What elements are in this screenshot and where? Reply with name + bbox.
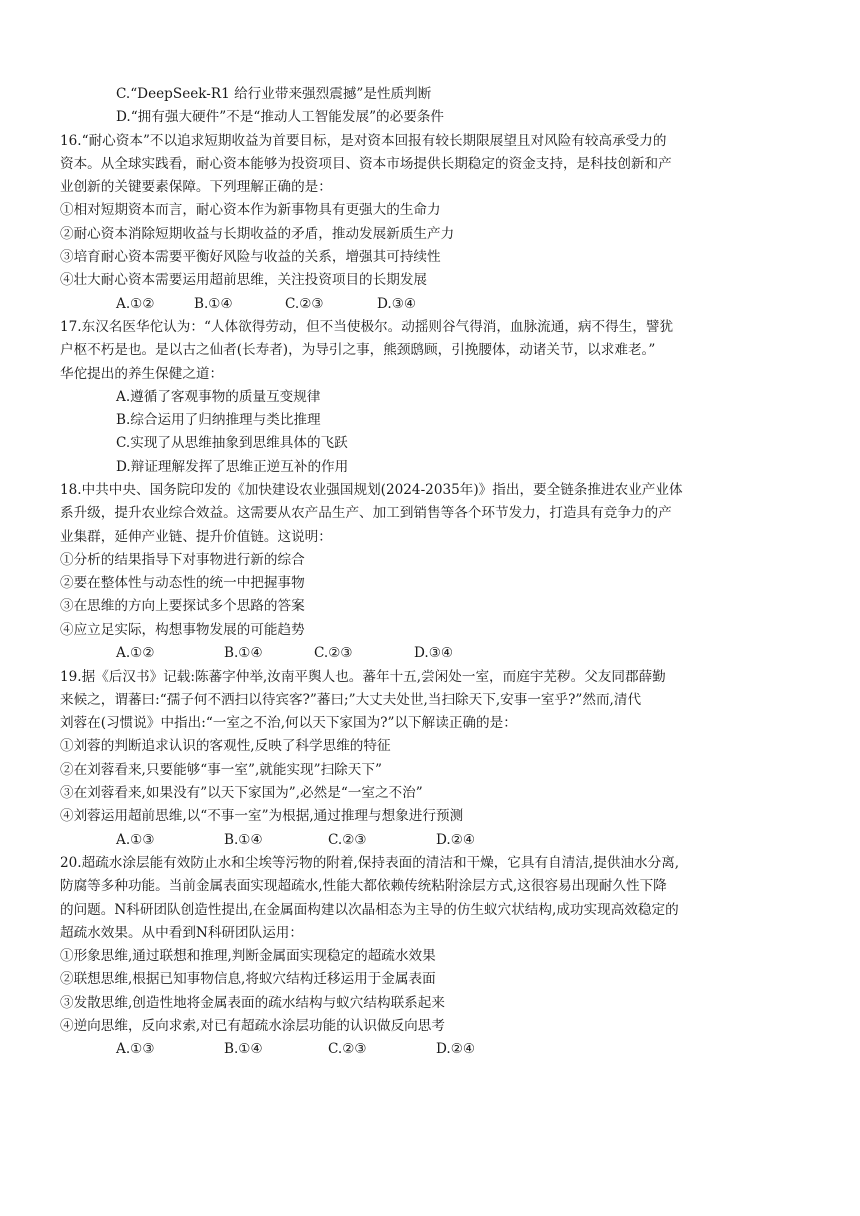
answer-options	[60, 1038, 820, 1061]
statement-2: ②要在整体性与动态性的统一中把握事物	[60, 575, 305, 592]
question-stem-line: 20.超疏水涂层能有效防止水和尘埃等污物的附着,保持表面的清洁和干燥，它具有自清洁,提供油水分离,	[60, 855, 680, 871]
statement-2: ②联想思维,根据已知事物信息,将蚁穴结构迁移运用于金属表面	[60, 971, 436, 988]
statement-1: ①形象思维,通过联想和推理,判断金属面实现稳定的超疏水效果	[60, 948, 436, 965]
statement-4: ④刘蓉运用超前思维,以“不事一室”为根据,通过推理与想象进行预测	[60, 808, 464, 825]
option-c: C.②③	[328, 831, 367, 848]
statement-1: ①刘蓉的判断追求认识的客观性,反映了科学思维的特征	[60, 738, 391, 755]
answer-options	[60, 642, 820, 665]
question-20	[60, 852, 820, 1062]
question-19	[60, 666, 820, 852]
statement-3: ③发散思维,创造性地将金属表面的疏水结构与蚁穴结构联系起来	[60, 994, 445, 1011]
option-d: D.“拥有强大硬件”不是“推动人工智能发展”的必要条件	[116, 109, 445, 126]
question-stem-line: 来候之，谓蕃曰:“孺子何不洒扫以待宾客?”蕃曰;”大丈夫处世,当扫除天下,安事一室乎?”然而,清代	[60, 691, 642, 708]
statement-3: ③培育耐心资本需要平衡好风险与收益的关系，增强其可持续性	[60, 248, 441, 265]
question-stem-line: 防腐等多种功能。当前金属表面实现超疏水,性能大都依赖传统粘附涂层方式,这很容易出现耐久性下降	[60, 878, 667, 895]
question-stem-line: 超疏水效果。从中看到N科研团队运用：	[60, 924, 303, 941]
question-stem-line: 资本。从全球实践看，耐心资本能够为投资项目、资本市场提供长期稳定的资金支持，是科技创新和产	[60, 155, 672, 172]
option-a: A.①②	[116, 295, 155, 312]
option-b: B.①④	[224, 831, 263, 848]
statement-2: ②在刘蓉看来,只要能够“事一室”,就能实现”扫除天下”	[60, 761, 382, 778]
question-stem-line: 业创新的关键要素保障。下列理解正确的是：	[60, 179, 332, 196]
statement-4: ④应立足实际，构想事物发展的可能趋势	[60, 621, 305, 638]
option-c: C.“DeepSeek-R1 给行业带来强烈震撼”是性质判断	[116, 86, 432, 102]
option-a: A.遵循了客观事物的质量互变规律	[116, 388, 321, 405]
question-stem-line: 19.据《后汉书》记载:陈蕃字仲举,汝南平舆人也。蕃年十五,尝闲处一室，而庭宇芜秽。父友同郡薛勤	[60, 668, 666, 685]
question-stem-line: 的问题。N科研团队创造性提出,在金属面构建以次晶相态为主导的仿生蚁穴状结构,成功实现高效稳定的	[60, 901, 679, 918]
option-c: C.②③	[285, 295, 324, 312]
option-a: A.①③	[116, 1041, 155, 1058]
question-16	[60, 130, 820, 316]
statement-3: ③在刘蓉看来,如果没有”以天下家国为”,必然是“一室之不治”	[60, 784, 423, 801]
question-stem-line: 17.东汉名医华佗认为：“人体欲得劳动，但不当使极尔。动摇则谷气得消，血脉流通，病不得生，譬犹	[60, 319, 674, 335]
question-stem-line: 华佗提出的养生保健之道：	[60, 365, 224, 382]
option-a: A.①③	[116, 831, 155, 848]
option-c: C.②③	[328, 1041, 367, 1058]
statement-1: ①分析的结果指导下对事物进行新的综合	[60, 551, 305, 568]
option-b: B.①④	[224, 645, 263, 662]
option-c: C.②③	[314, 645, 353, 662]
question-stem-line: 户枢不朽是也。是以古之仙者(长寿者)，为导引之事，熊颈鸱顾，引挽腰体，动诸关节，以求难老。”	[60, 342, 656, 359]
statement-2: ②耐心资本消除短期收益与长期收益的矛盾，推动发展新质生产力	[60, 225, 455, 242]
option-d: D.③④	[414, 645, 454, 662]
statement-1: ①相对短期资本而言，耐心资本作为新事物具有更强大的生命力	[60, 202, 441, 219]
option-a: A.①②	[116, 645, 155, 662]
question-stem-line: 16.“耐心资本”不以追求短期收益为首要目标，是对资本回报有较长期限展望且对风险有较高承受力的	[60, 132, 667, 149]
statement-4: ④逆向思维，反向求索,对已有超疏水涂层功能的认识做反向思考	[60, 1018, 445, 1035]
answer-options	[60, 293, 820, 316]
option-d: D.②④	[436, 1041, 476, 1058]
statement-4: ④壮大耐心资本需要运用超前思维，关注投资项目的长期发展	[60, 272, 428, 289]
option-b: B.①④	[194, 295, 233, 312]
question-stem-line: 18.中共中央、国务院印发的《加快建设农业强国规划(2024-2035年)》指出，要全链条推进农业产业体	[60, 482, 683, 498]
option-c: C.实现了从思维抽象到思维具体的飞跃	[116, 435, 348, 452]
option-b: B.①④	[224, 1041, 263, 1058]
question-stem-line: 业集群，延伸产业链、提升价值链。这说明：	[60, 528, 332, 545]
statement-3: ③在思维的方向上要探试多个思路的答案	[60, 598, 305, 615]
option-d: D.②④	[436, 831, 476, 848]
question-stem-line: 系升级，提升农业综合效益。这需要从农产品生产、加工到销售等各个环节发力，打造具有竞争力的产	[60, 505, 672, 522]
question-18	[60, 479, 820, 665]
option-d: D.③④	[377, 295, 417, 312]
option-d: D.辩证理解发挥了思维正逆互补的作用	[116, 458, 349, 475]
answer-options	[60, 829, 820, 852]
question-stem-line: 刘蓉在(习惯说》中指出:“一室之不治,何以天下家国为?”以下解读正确的是：	[60, 715, 517, 732]
question-15-options	[60, 83, 820, 130]
option-b: B.综合运用了归纳推理与类比推理	[116, 412, 321, 429]
question-17	[60, 316, 820, 479]
